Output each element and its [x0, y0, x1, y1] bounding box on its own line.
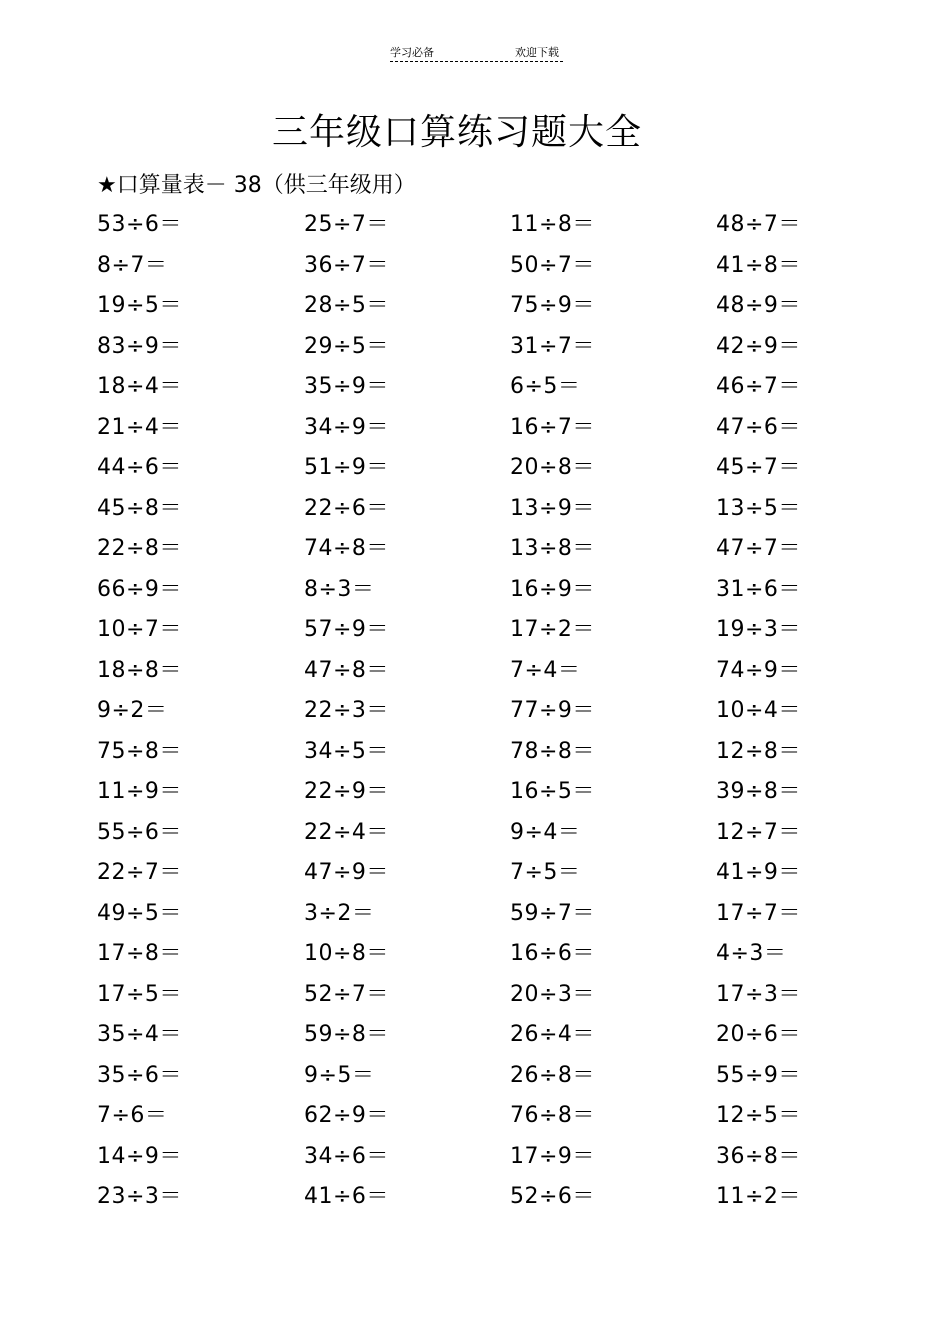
problem-item: 50÷7＝	[510, 252, 595, 278]
problem-item: 7÷6＝	[97, 1103, 168, 1128]
problem-item: 17÷5＝	[97, 981, 182, 1007]
problem-item: 35÷6＝	[97, 1062, 182, 1088]
problem-item: 48÷9＝	[716, 293, 801, 318]
problem-item: 47÷8＝	[304, 657, 389, 683]
problem-item: 75÷8＝	[97, 738, 182, 764]
problem-item: 16÷9＝	[510, 576, 595, 602]
problem-item: 12÷7＝	[716, 819, 801, 845]
problem-item: 13÷5＝	[716, 495, 801, 521]
problem-item: 52÷7＝	[304, 981, 389, 1007]
problem-item: 83÷9＝	[97, 333, 182, 359]
problem-row	[0, 732, 950, 773]
problem-item: 11÷9＝	[97, 779, 182, 804]
problem-item: 20÷8＝	[510, 455, 595, 480]
problem-item: 9÷2＝	[97, 698, 168, 723]
problem-row	[0, 934, 950, 975]
problem-item: 17÷8＝	[97, 941, 182, 966]
header-right-text: 欢迎下载	[515, 46, 559, 59]
problem-item: 22÷3＝	[304, 698, 389, 723]
problem-row	[0, 1056, 950, 1097]
problem-row	[0, 1096, 950, 1137]
problem-item: 16÷6＝	[510, 941, 595, 966]
problem-item: 29÷5＝	[304, 333, 389, 359]
problem-item: 16÷7＝	[510, 414, 595, 440]
problem-item: 75÷9＝	[510, 293, 595, 318]
problem-item: 22÷4＝	[304, 819, 389, 845]
page-header	[390, 44, 563, 62]
problem-row	[0, 246, 950, 287]
problem-row	[0, 975, 950, 1016]
problem-item: 22÷8＝	[97, 536, 182, 561]
problem-item: 13÷9＝	[510, 495, 595, 521]
problem-item: 17÷3＝	[716, 981, 801, 1007]
problem-item: 11÷8＝	[510, 212, 595, 237]
problem-item: 52÷6＝	[510, 1184, 595, 1209]
problem-item: 39÷8＝	[716, 779, 801, 804]
problem-item: 36÷7＝	[304, 252, 389, 278]
problem-item: 45÷8＝	[97, 495, 182, 521]
problem-item: 9÷5＝	[304, 1062, 375, 1088]
problem-item: 18÷8＝	[97, 657, 182, 683]
section-subtitle: ★口算量表－ 38（供三年级用）	[97, 173, 416, 198]
problem-item: 42÷9＝	[716, 333, 801, 359]
problem-item: 14÷9＝	[97, 1143, 182, 1169]
problem-row	[0, 1177, 950, 1218]
problem-item: 11÷2＝	[716, 1184, 801, 1209]
problem-item: 31÷7＝	[510, 333, 595, 359]
problem-item: 41÷6＝	[304, 1184, 389, 1209]
problem-item: 59÷7＝	[510, 900, 595, 926]
problem-row	[0, 529, 950, 570]
problem-item: 35÷9＝	[304, 374, 389, 399]
problem-item: 47÷6＝	[716, 414, 801, 440]
problem-item: 16÷5＝	[510, 779, 595, 804]
problem-item: 6÷5＝	[510, 374, 581, 399]
problem-row	[0, 1137, 950, 1178]
problem-row	[0, 651, 950, 692]
problem-item: 20÷3＝	[510, 981, 595, 1007]
problem-item: 77÷9＝	[510, 698, 595, 723]
problem-row	[0, 570, 950, 611]
problem-item: 74÷9＝	[716, 657, 801, 683]
header-dashed-rule	[390, 61, 563, 62]
problem-item: 44÷6＝	[97, 455, 182, 480]
problem-item: 3÷2＝	[304, 900, 375, 926]
problem-item: 8÷7＝	[97, 252, 168, 278]
problem-item: 66÷9＝	[97, 576, 182, 602]
problem-row	[0, 813, 950, 854]
problem-item: 57÷9＝	[304, 617, 389, 642]
problem-item: 10÷8＝	[304, 941, 389, 966]
problem-item: 4÷3＝	[716, 941, 787, 966]
problem-item: 62÷9＝	[304, 1103, 389, 1128]
problem-item: 22÷9＝	[304, 779, 389, 804]
problem-item: 7÷4＝	[510, 657, 581, 683]
problem-item: 34÷9＝	[304, 414, 389, 440]
problem-row	[0, 853, 950, 894]
problem-item: 49÷5＝	[97, 900, 182, 926]
problem-item: 53÷6＝	[97, 212, 182, 237]
problem-row	[0, 367, 950, 408]
problem-row	[0, 691, 950, 732]
problem-item: 76÷8＝	[510, 1103, 595, 1128]
problem-item: 10÷4＝	[716, 698, 801, 723]
problem-grid	[0, 205, 950, 1218]
problem-item: 26÷4＝	[510, 1022, 595, 1047]
problem-row	[0, 448, 950, 489]
problem-item: 55÷6＝	[97, 819, 182, 845]
problem-item: 41÷8＝	[716, 252, 801, 278]
problem-item: 25÷7＝	[304, 212, 389, 237]
problem-row	[0, 894, 950, 935]
problem-item: 12÷8＝	[716, 738, 801, 764]
problem-row	[0, 610, 950, 651]
problem-item: 28÷5＝	[304, 293, 389, 318]
problem-item: 19÷3＝	[716, 617, 801, 642]
problem-item: 74÷8＝	[304, 536, 389, 561]
problem-item: 20÷6＝	[716, 1022, 801, 1047]
problem-item: 23÷3＝	[97, 1184, 182, 1209]
problem-item: 13÷8＝	[510, 536, 595, 561]
problem-item: 55÷9＝	[716, 1062, 801, 1088]
page-title: 三年级口算练习题大全	[271, 112, 642, 153]
problem-item: 17÷2＝	[510, 617, 595, 642]
problem-item: 48÷7＝	[716, 212, 801, 237]
problem-item: 51÷9＝	[304, 455, 389, 480]
problem-row	[0, 327, 950, 368]
problem-row	[0, 286, 950, 327]
problem-item: 31÷6＝	[716, 576, 801, 602]
problem-row	[0, 1015, 950, 1056]
problem-item: 8÷3＝	[304, 576, 375, 602]
problem-item: 18÷4＝	[97, 374, 182, 399]
problem-item: 45÷7＝	[716, 455, 801, 480]
problem-item: 34÷6＝	[304, 1143, 389, 1169]
header-left-text: 学习必备	[390, 46, 434, 59]
problem-item: 9÷4＝	[510, 819, 581, 845]
problem-item: 7÷5＝	[510, 860, 581, 885]
problem-item: 17÷7＝	[716, 900, 801, 926]
problem-item: 17÷9＝	[510, 1143, 595, 1169]
problem-item: 34÷5＝	[304, 738, 389, 764]
problem-row	[0, 205, 950, 246]
problem-item: 46÷7＝	[716, 374, 801, 399]
problem-item: 26÷8＝	[510, 1062, 595, 1088]
problem-item: 22÷7＝	[97, 860, 182, 885]
problem-item: 19÷5＝	[97, 293, 182, 318]
problem-item: 36÷8＝	[716, 1143, 801, 1169]
problem-item: 35÷4＝	[97, 1022, 182, 1047]
problem-item: 47÷7＝	[716, 536, 801, 561]
problem-item: 41÷9＝	[716, 860, 801, 885]
problem-item: 47÷9＝	[304, 860, 389, 885]
problem-item: 10÷7＝	[97, 617, 182, 642]
problem-item: 78÷8＝	[510, 738, 595, 764]
problem-item: 12÷5＝	[716, 1103, 801, 1128]
problem-item: 59÷8＝	[304, 1022, 389, 1047]
problem-item: 22÷6＝	[304, 495, 389, 521]
problem-row	[0, 772, 950, 813]
problem-row	[0, 408, 950, 449]
problem-item: 21÷4＝	[97, 414, 182, 440]
problem-row	[0, 489, 950, 530]
